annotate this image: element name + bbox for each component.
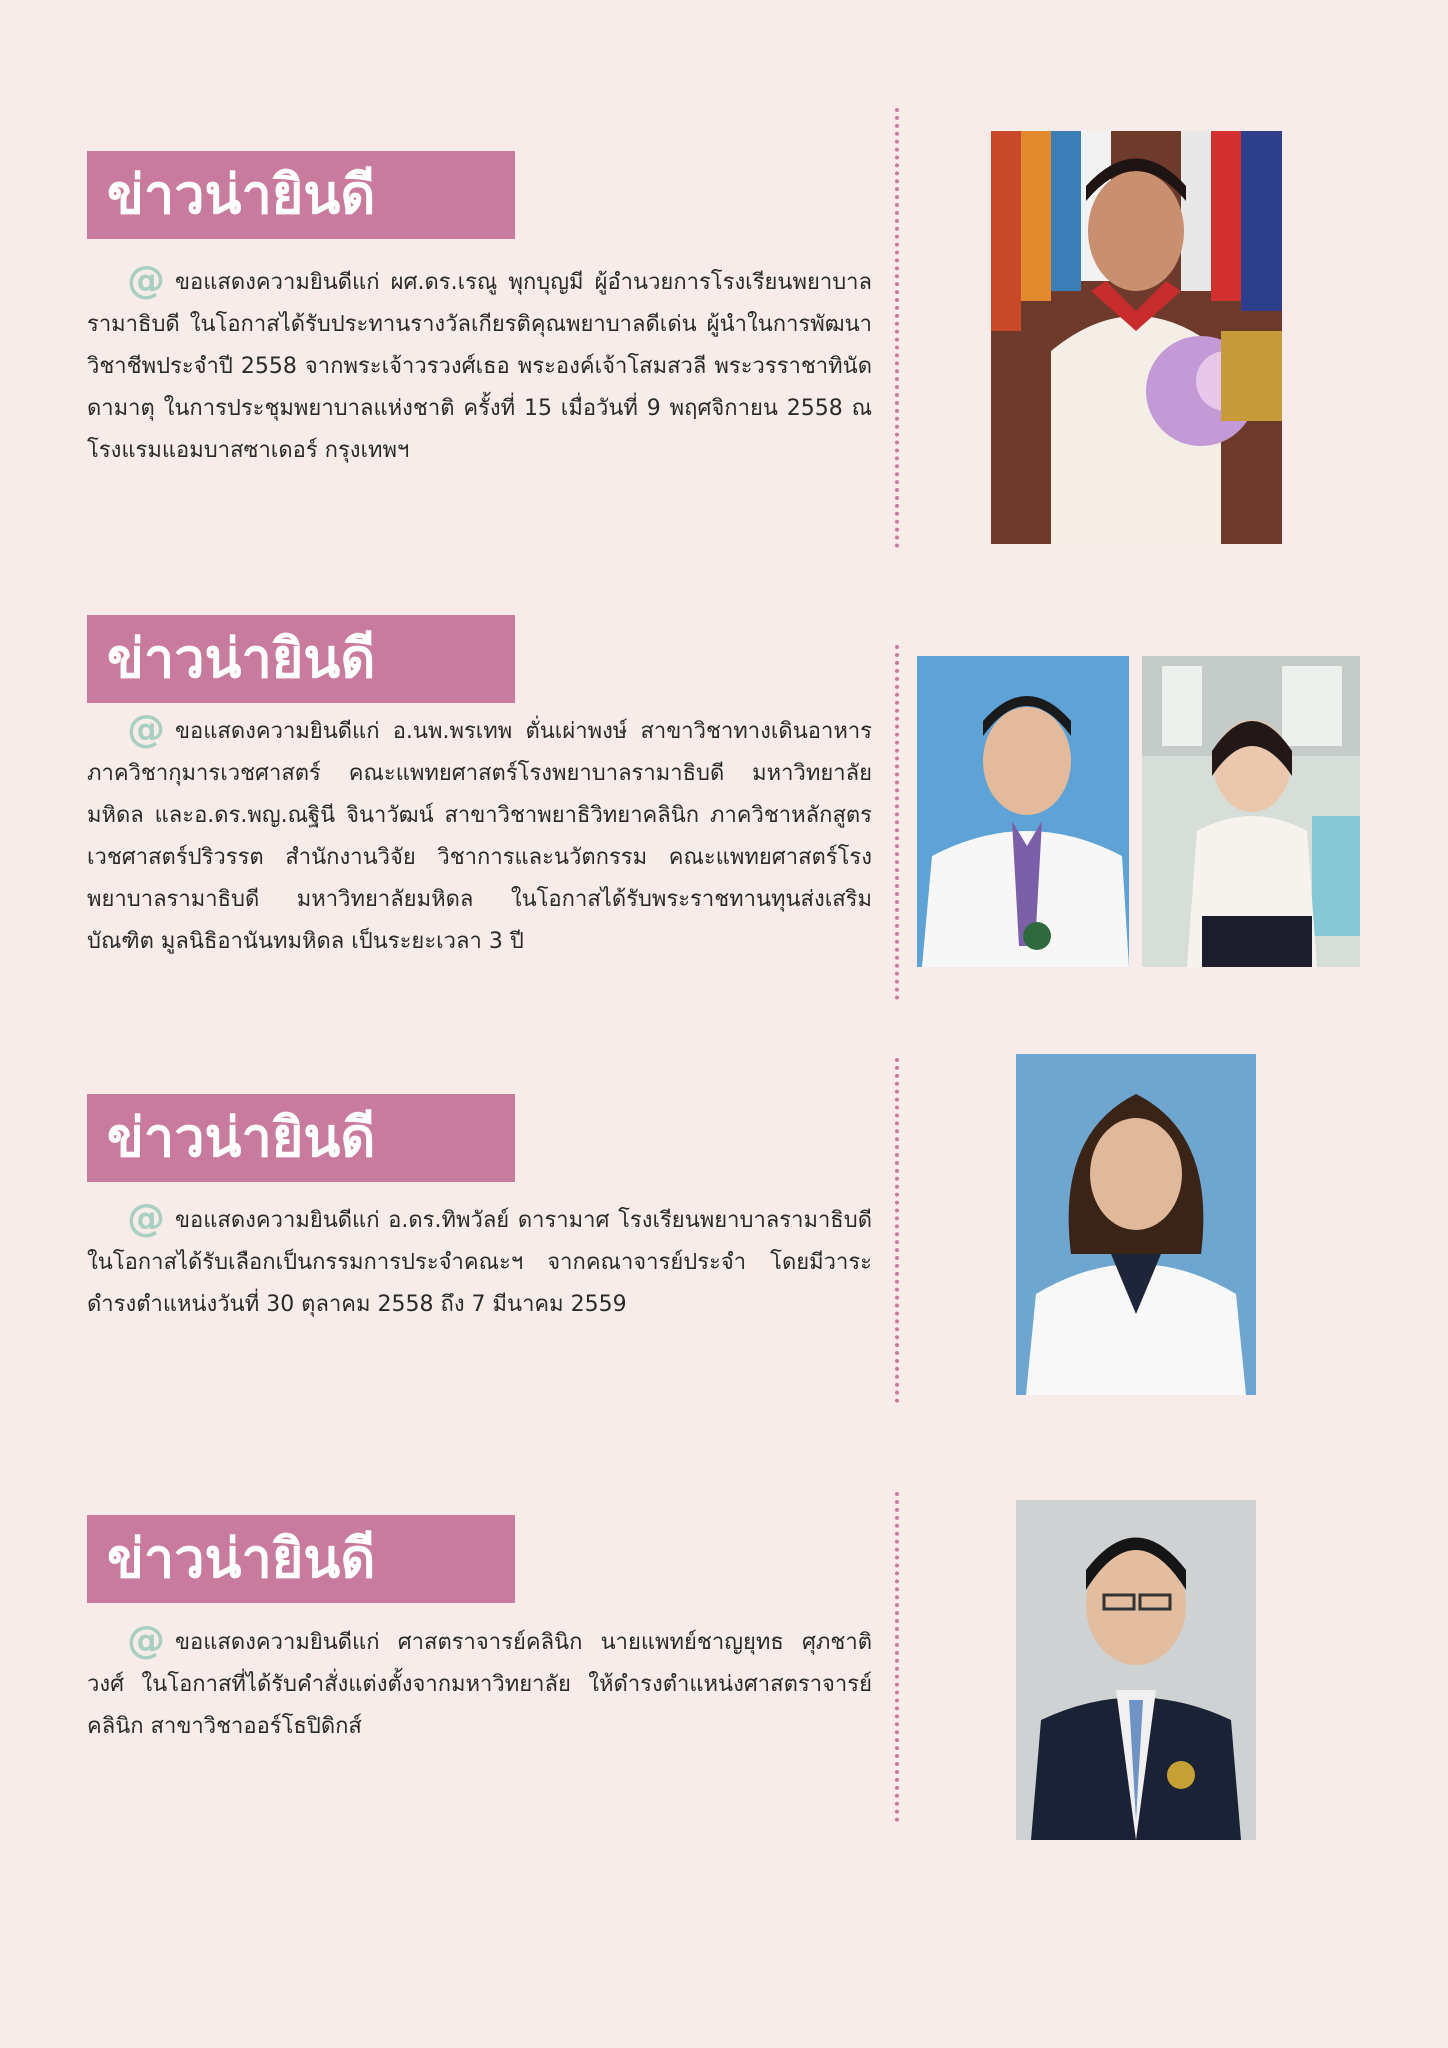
news-item-1	[0, 0, 1448, 560]
dotted-divider	[895, 108, 899, 548]
news-body	[87, 1618, 872, 1748]
at-icon: @	[127, 1196, 165, 1240]
at-icon: @	[127, 707, 165, 751]
news-item-2	[0, 560, 1448, 1020]
news-heading: ข่าวน่ายินดี	[87, 151, 515, 239]
news-body	[87, 707, 872, 963]
news-body	[87, 1196, 872, 1326]
photo-nurse-lecturer	[1016, 1054, 1256, 1395]
news-text: ขอแสดงความยินดีแก่ ศาสตราจารย์คลินิก นายแพทย์ชาญยุทธ ศุภชาติวงศ์ ในโอกาสที่ได้รับคำสั่งแต่งตั้งจากมหาวิทยาลัย ให้ดำรงตำแหน่งศาสตราจารย์คลินิก สาขาวิชาออร์โธปิดิกส์	[87, 1630, 872, 1739]
news-text: ขอแสดงความยินดีแก่ ผศ.ดร.เรณู พุกบุญมี ผู้อำนวยการโรงเรียนพยาบาลรามาธิบดี ในโอกาสได้รับประทานรางวัลเกียรติคุณพยาบาลดีเด่น ผู้นำในการพัฒนาวิชาชีพประจำปี 2558 จากพระเจ้าวรวงศ์เธอ พระองค์เจ้าโสมสวลี พระวรราชาทินัดดามาตุ ในการประชุมพยาบาลแห่งชาติ ครั้งที่ 15 เมื่อวันที่ 9 พฤศจิกายน 2558 ณ โรงแรมแอมบาสซาเดอร์ กรุงเทพฯ	[87, 270, 872, 463]
dotted-divider	[895, 1492, 899, 1822]
news-item-4	[0, 1460, 1448, 1880]
photo-female-doctor	[1142, 656, 1360, 967]
photo-male-doctor	[917, 656, 1129, 967]
news-heading: ข่าวน่ายินดี	[87, 1094, 515, 1182]
photo-award-recipient	[991, 131, 1282, 544]
news-heading: ข่าวน่ายินดี	[87, 615, 515, 703]
news-text: ขอแสดงความยินดีแก่ อ.นพ.พรเทพ ตั่นเผ่าพงษ์ สาขาวิชาทางเดินอาหาร ภาควิชากุมารเวชศาสตร์ คณะแพทยศาสตร์โรงพยาบาลรามาธิบดี มหาวิทยาลัยมหิดล และอ.ดร.พญ.ณฐินี จินาวัฒน์ สาขาวิชาพยาธิวิทยาคลินิก ภาควิชาหลักสูตรเวชศาสตร์ปริวรรต สำนักงานวิจัย วิชาการและนวัตกรรม คณะแพทยศาสตร์โรงพยาบาลรามาธิบดี มหาวิทยาลัยมหิดล ในโอกาสได้รับพระราชทานทุนส่งเสริมบัณฑิต มูลนิธิอานันทมหิดล เป็นระยะเวลา 3 ปี	[87, 719, 872, 954]
news-body	[87, 258, 872, 472]
at-icon: @	[127, 1618, 165, 1662]
dotted-divider	[895, 1058, 899, 1403]
news-text: ขอแสดงความยินดีแก่ อ.ดร.ทิพวัลย์ ดารามาศ โรงเรียนพยาบาลรามาธิบดี ในโอกาสได้รับเลือกเป็นกรรมการประจำคณะฯ จากคณาจารย์ประจำ โดยมีวาระดำรงตำแหน่งวันที่ 30 ตุลาคม 2558 ถึง 7 มีนาคม 2559	[87, 1208, 872, 1317]
photo-professor	[1016, 1500, 1256, 1840]
dotted-divider	[895, 645, 899, 1000]
news-heading: ข่าวน่ายินดี	[87, 1515, 515, 1603]
news-item-3	[0, 1020, 1448, 1460]
at-icon: @	[127, 258, 165, 302]
